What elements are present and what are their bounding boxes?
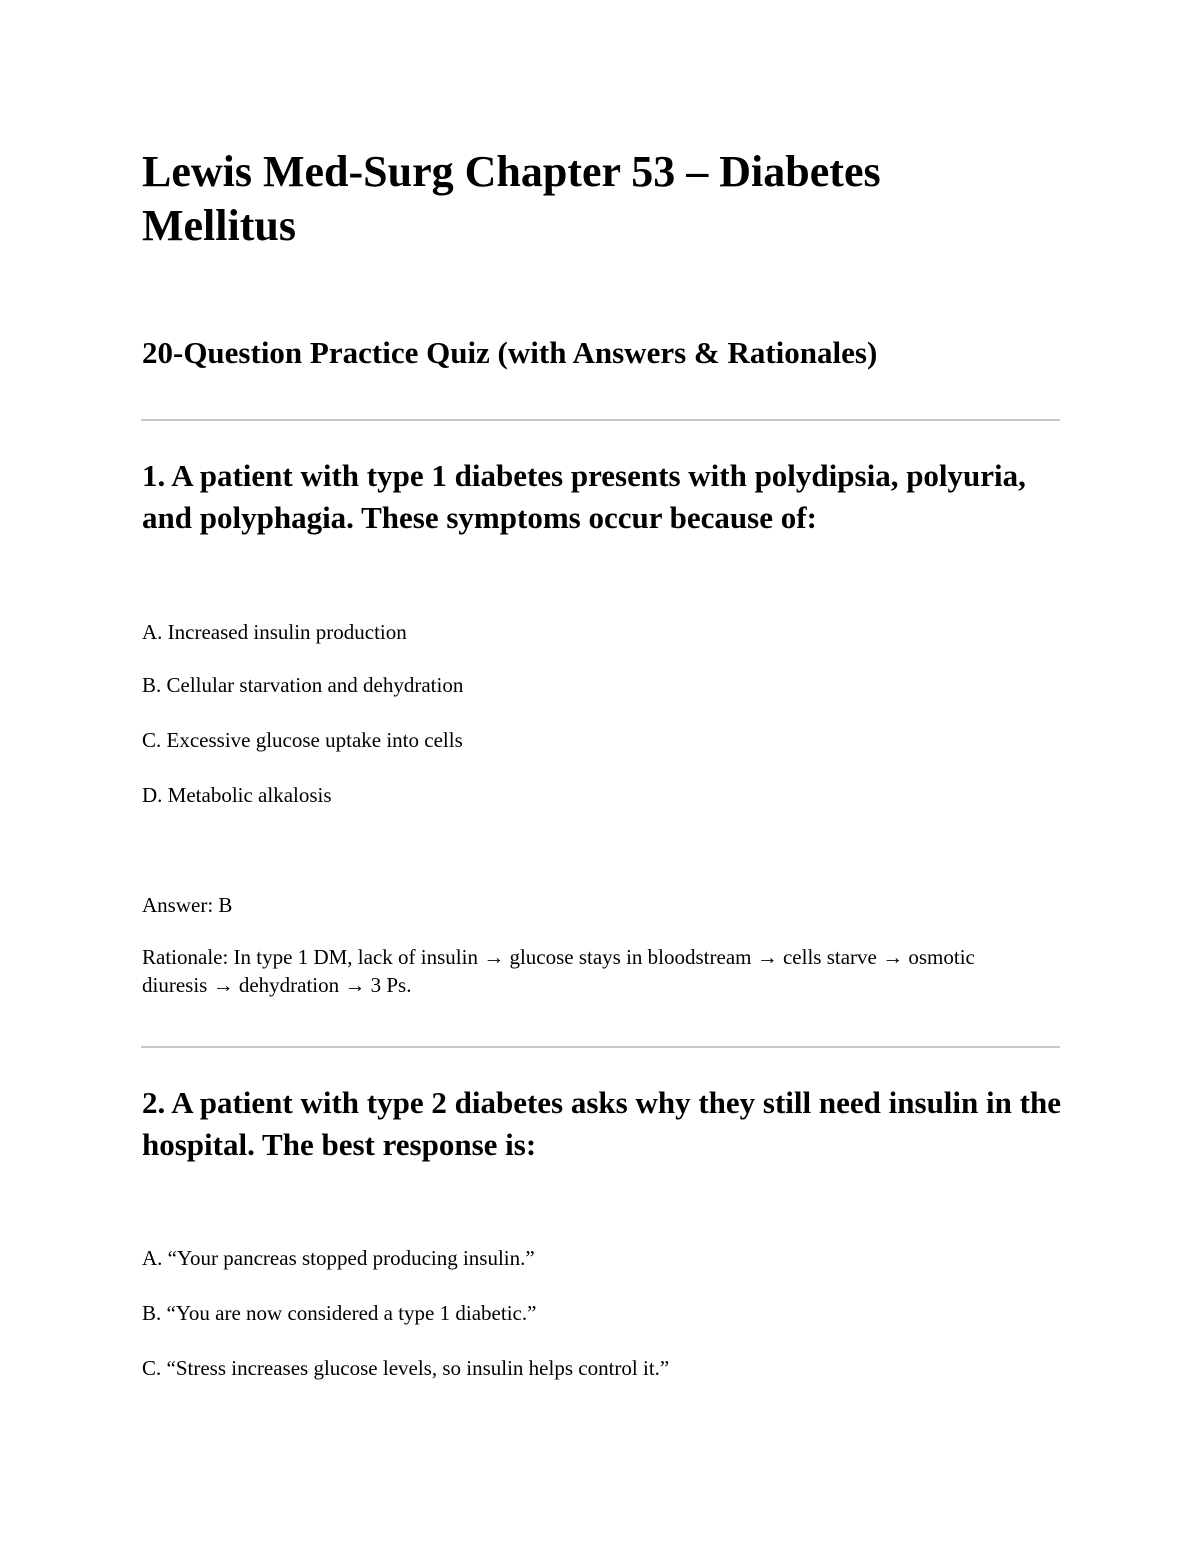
document-subtitle: 20-Question Practice Quiz (with Answers & Rationales): [142, 335, 878, 370]
section-divider: [141, 419, 1060, 421]
question-2-option-c: C. “Stress increases glucose levels, so insulin helps control it.”: [142, 1356, 670, 1380]
question-1-answer: Answer: B: [142, 893, 233, 917]
question-1-option-b: B. Cellular starvation and dehydration: [142, 673, 464, 697]
section-divider: [141, 1046, 1060, 1048]
question-1-option-c: C. Excessive glucose uptake into cells: [142, 728, 463, 752]
question-2-option-b: B. “You are now considered a type 1 diabetic.”: [142, 1301, 537, 1325]
question-1-prompt: 1. A patient with type 1 diabetes presents with polydipsia, polyuria, and polyphagia. These symptoms occur because of:: [142, 458, 1026, 535]
question-2-option-a: A. “Your pancreas stopped producing insulin.”: [142, 1246, 535, 1270]
question-1-rationale: Rationale: In type 1 DM, lack of insulin → glucose stays in bloodstream → cells starve → osmotic diuresis → dehydration → 3 Ps.: [142, 945, 975, 997]
document-title: Lewis Med-Surg Chapter 53 – Diabetes Mellitus: [142, 147, 881, 250]
question-2-prompt: 2. A patient with type 2 diabetes asks why they still need insulin in the hospital. The best response is:: [142, 1085, 1061, 1162]
question-1-option-a: A. Increased insulin production: [142, 620, 407, 644]
question-1-option-d: D. Metabolic alkalosis: [142, 783, 332, 807]
